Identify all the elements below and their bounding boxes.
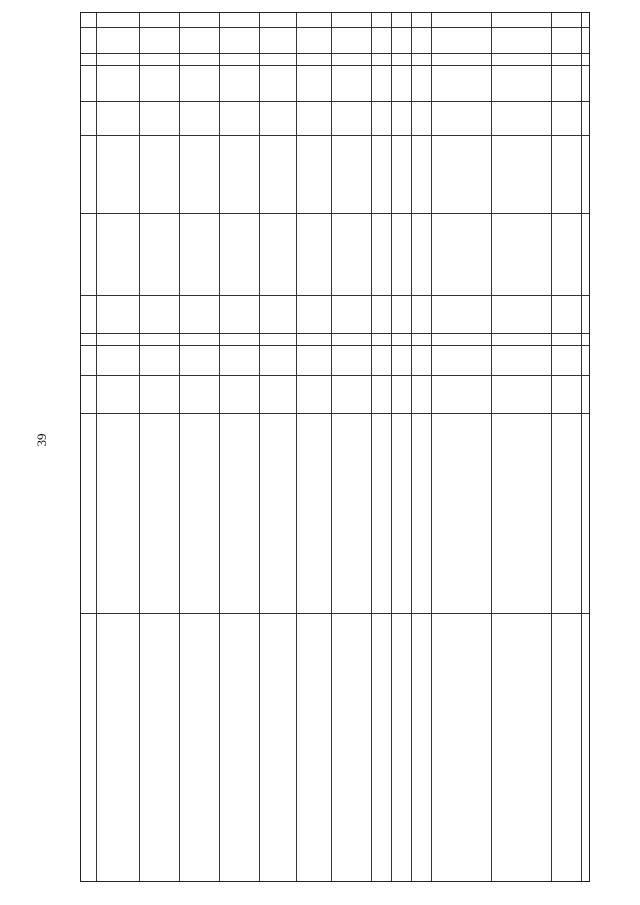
column-divider (139, 13, 140, 881)
row-divider (81, 65, 589, 66)
row-divider (81, 345, 589, 346)
column-divider (219, 13, 220, 881)
column-divider (371, 13, 372, 881)
row-divider (81, 101, 589, 102)
column-divider (491, 13, 492, 881)
column-divider (431, 13, 432, 881)
page-number: 39 (34, 433, 49, 447)
row-divider (81, 295, 589, 296)
row-divider (81, 213, 589, 214)
row-divider (81, 333, 589, 334)
row-divider (81, 413, 589, 414)
row-divider (81, 135, 589, 136)
column-divider (581, 13, 582, 881)
row-divider (81, 613, 589, 614)
column-divider (331, 13, 332, 881)
header-divider (81, 27, 589, 28)
column-divider (296, 13, 297, 881)
row-divider (81, 53, 589, 54)
column-divider (96, 13, 97, 881)
column-divider (551, 13, 552, 881)
budget-table (80, 12, 590, 882)
column-divider (411, 13, 412, 881)
column-divider (179, 13, 180, 881)
column-divider (259, 13, 260, 881)
column-divider (391, 13, 392, 881)
row-divider (81, 375, 589, 376)
